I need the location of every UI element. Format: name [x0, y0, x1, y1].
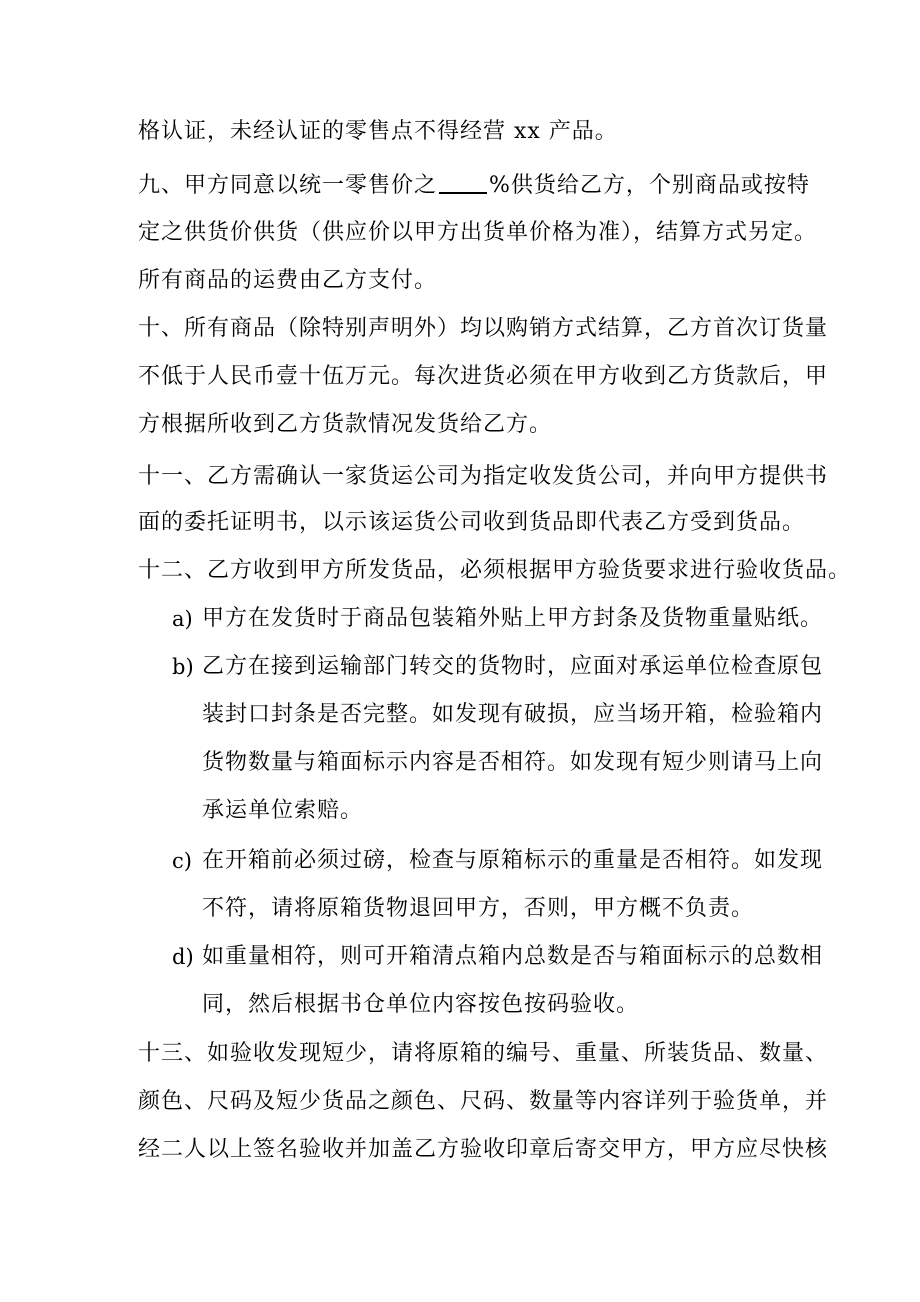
- text-line: 颜色、尺码及短少货品之颜色、尺码、数量等内容详列于验货单，并: [138, 1089, 829, 1114]
- list-item-line: 承运单位索赔。: [202, 798, 364, 823]
- list-marker: c): [172, 849, 192, 873]
- list-marker: a): [172, 607, 193, 631]
- text-line: 定之供货价供货（供应价以甲方出货单价格为准），结算方式另定。: [138, 220, 818, 245]
- list-item-line: 如重量相符，则可开箱清点箱内总数是否与箱面标示的总数相: [202, 944, 824, 969]
- list-item-line: 在开箱前必须过磅，检查与原箱标示的重量是否相符。如发现: [202, 848, 824, 873]
- text-line: 十一、乙方需确认一家货运公司为指定收发货公司，并向甲方提供书: [138, 464, 829, 489]
- list-item-line: 不符，请将原箱货物退回甲方，否则，甲方概不负责。: [202, 896, 755, 921]
- text-line: 十二、乙方收到甲方所发货品，必须根据甲方验货要求进行验收货品。: [138, 558, 852, 583]
- list-item-line: 乙方在接到运输部门转交的货物时，应面对承运单位检查原包: [202, 654, 824, 679]
- list-item-line: 甲方在发货时于商品包装箱外贴上甲方封条及货物重量贴纸。: [202, 606, 824, 631]
- clause-9-text: 九、甲方同意以统一零售价之: [138, 173, 438, 198]
- text-line: 方根据所收到乙方货款情况发货给乙方。: [138, 412, 553, 437]
- text-line: 所有商品的运费由乙方支付。: [138, 268, 438, 293]
- text-line: 经二人以上签名验收并加盖乙方验收印章后寄交甲方，甲方应尽快核: [138, 1137, 829, 1162]
- text-line: 面的委托证明书，以示该运货公司收到货品即代表乙方受到货品。: [138, 510, 806, 535]
- list-item-line: 货物数量与箱面标示内容是否相符。如发现有短少则请马上向: [202, 750, 824, 775]
- list-item-line: 同，然后根据书仓单位内容按色按码验收。: [202, 992, 640, 1017]
- fill-in-blank: [439, 192, 487, 194]
- list-marker: b): [172, 655, 194, 679]
- list-item-line: 装封口封条是否完整。如发现有破损，应当场开箱，检验箱内: [202, 702, 824, 727]
- text-line: 十、所有商品（除特别声明外）均以购销方式结算，乙方首次订货量: [138, 316, 829, 341]
- list-marker: d): [172, 945, 194, 969]
- text-line: 十三、如验收发现短少，请将原箱的编号、重量、所装货品、数量、: [138, 1041, 829, 1066]
- text-line: [138, 171, 810, 201]
- text-line: 不低于人民币壹十伍万元。每次进货必须在甲方收到乙方货款后，甲: [138, 364, 829, 389]
- clause-9-text-cont: %供货给乙方，个别商品或按特: [489, 173, 810, 198]
- text-line: 格认证，未经认证的零售点不得经营 xx 产品。: [138, 119, 618, 144]
